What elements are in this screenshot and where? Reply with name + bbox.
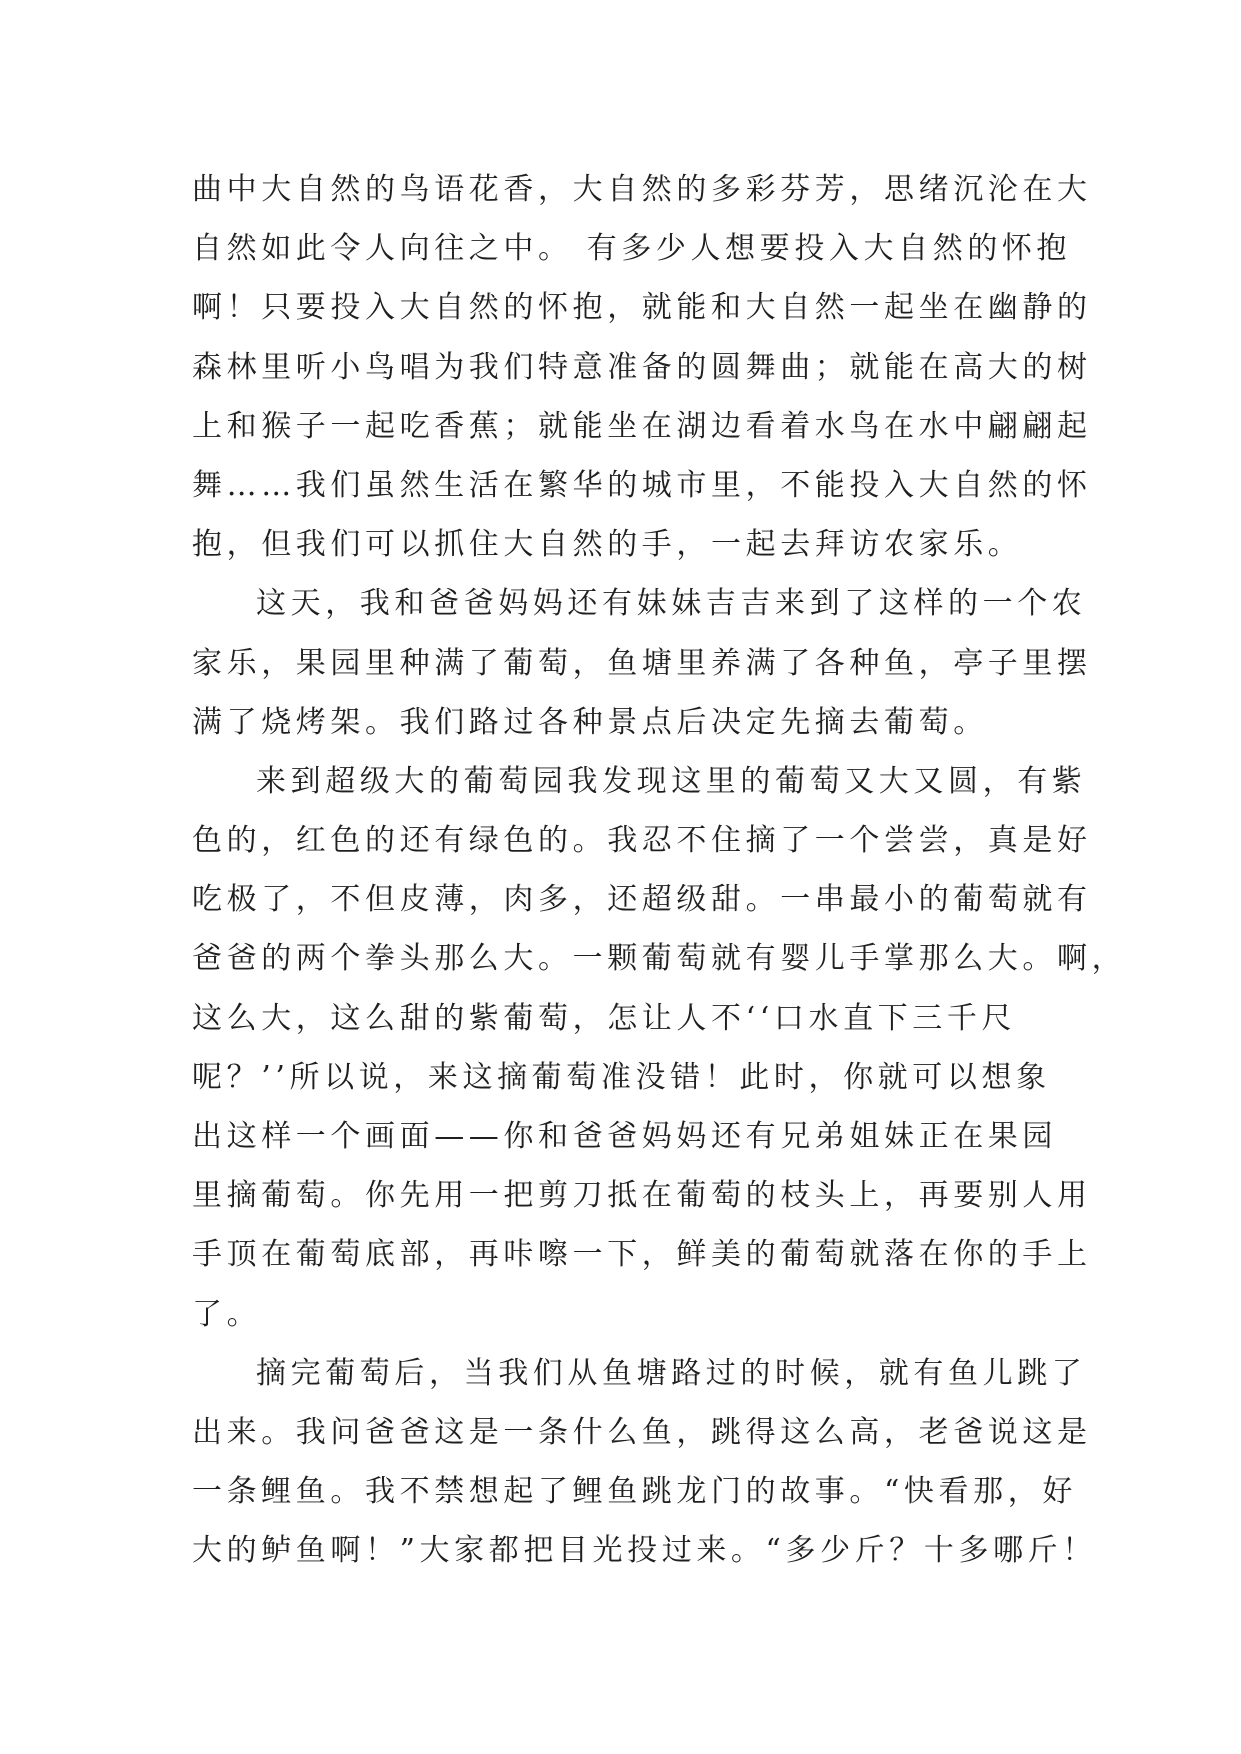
text-line: 里摘葡萄。你先用一把剪刀抵在葡萄的枝头上，再要别人用 [192, 1178, 1092, 1214]
text-line: 出这样一个画面——你和爸爸妈妈还有兄弟姐妹正在果园 [192, 1119, 1057, 1154]
paragraph-1 [192, 160, 1092, 574]
text-line: 了。 [192, 1296, 262, 1332]
text-line: 呢？’’所以说，来这摘葡萄准没错！此时，你就可以想象 [192, 1059, 1051, 1095]
text-line: 曲中大自然的鸟语花香，大自然的多彩芬芳，思绪沉沦在大 [192, 172, 1092, 207]
text-line: 满了烧烤架。我们路过各种景点后决定先摘去葡萄。 [192, 704, 988, 740]
text-line: 家乐，果园里种满了葡萄，鱼塘里养满了各种鱼，亭子里摆 [192, 645, 1092, 681]
paragraph-2 [192, 574, 1092, 752]
paragraph-4 [192, 1344, 1097, 1581]
text-line: 手顶在葡萄底部，再咔嚓一下，鲜美的葡萄就落在你的手上 [192, 1237, 1092, 1273]
text-line: 自然如此令人向往之中。 有多少人想要投入大自然的怀抱 [192, 231, 1072, 267]
text-line: 抱，但我们可以抓住大自然的手，一起去拜访农家乐。 [192, 527, 1023, 563]
text-line: 爸爸的两个拳头那么大。一颗葡萄就有婴儿手掌那么大。啊， [192, 941, 1127, 977]
text-line: 这么大，这么甜的紫葡萄，怎让人不‘‘口水直下三千尺 [192, 1000, 1017, 1036]
text-line: 大的鲈鱼啊！”大家都把目光投过来。“多少斤？十多哪斤！ [192, 1533, 1097, 1569]
text-line: 吃极了，不但皮薄，肉多，还超级甜。一串最小的葡萄就有 [192, 882, 1092, 918]
text-line: 色的，红色的还有绿色的。我忍不住摘了一个尝尝，真是好 [192, 823, 1092, 859]
text-line: 上和猴子一起吃香蕉；就能坐在湖边看着水鸟在水中翩翩起 [192, 408, 1092, 444]
text-line: 出来。我问爸爸这是一条什么鱼，跳得这么高，老爸说这是 [192, 1414, 1092, 1450]
text-line: 舞……我们虽然生活在繁华的城市里，不能投入大自然的怀 [192, 467, 1092, 503]
text-line: 一条鲤鱼。我不禁想起了鲤鱼跳龙门的故事。“快看那，好 [192, 1474, 1077, 1510]
document-body [192, 160, 1127, 1581]
text-line: 啊！只要投入大自然的怀抱，就能和大自然一起坐在幽静的 [192, 290, 1092, 326]
text-line-indented: 这天，我和爸爸妈妈还有妹妹吉吉来到了这样的一个农 [256, 586, 1087, 622]
paragraph-3 [192, 752, 1127, 1344]
text-line-indented: 来到超级大的葡萄园我发现这里的葡萄又大又圆，有紫 [256, 763, 1087, 799]
text-line-indented: 摘完葡萄后，当我们从鱼塘路过的时候，就有鱼儿跳了 [256, 1355, 1087, 1391]
text-line: 森林里听小鸟唱为我们特意准备的圆舞曲；就能在高大的树 [192, 349, 1092, 385]
